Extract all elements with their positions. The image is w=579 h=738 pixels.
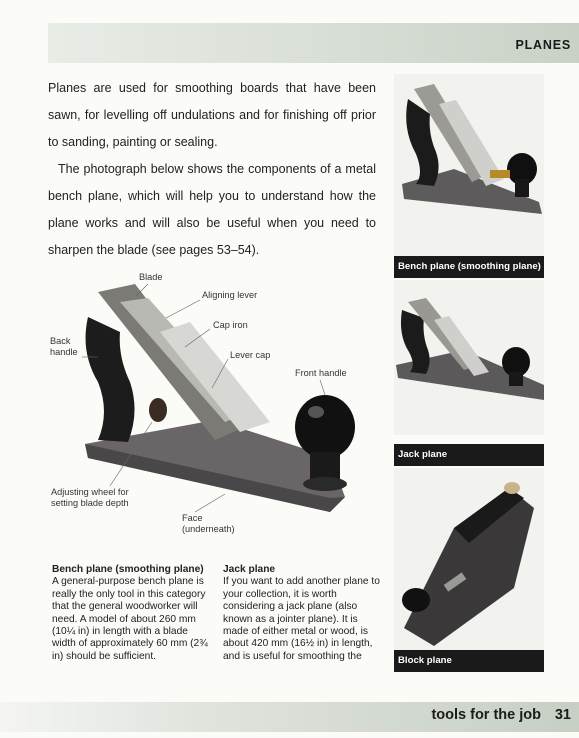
section-title: PLANES bbox=[515, 38, 571, 52]
intro-paragraph-2: The photograph below shows the components of a metal bench plane, which will help you to understand how the plane works and will also be useful when you need to sharpen the blade (see pages 53–54). bbox=[48, 162, 376, 257]
label-blade: Blade bbox=[139, 272, 163, 282]
jack-plane-heading: Jack plane bbox=[223, 564, 276, 575]
jack-plane-body: If you want to add another plane to your collection, it is worth considering a jack plane (also known as a jointer plane). It is made of either metal or wood, is about 420 mm (16½ in) in length, and is useful for smoothing the bbox=[223, 576, 380, 662]
bench-plane-body: A general-purpose bench plane is really the only tool in this category that the general woodworker will need. A model of about 260 mm (10¼ in) in length with a blade width of approximately 60 mm (2¾ in) should be sufficient. bbox=[52, 576, 208, 662]
footer-band bbox=[0, 702, 579, 732]
label-lever-cap: Lever cap bbox=[230, 350, 271, 360]
block-plane-caption: Block plane bbox=[394, 650, 544, 672]
label-front-handle: Front handle bbox=[295, 368, 347, 378]
bench-plane-caption: Bench plane (smoothing plane) bbox=[394, 256, 544, 278]
header-band bbox=[48, 23, 579, 63]
bench-plane-photo bbox=[394, 74, 544, 256]
intro-text bbox=[48, 75, 376, 264]
label-adjusting-wheel: Adjusting wheel for setting blade depth bbox=[51, 487, 129, 508]
intro-paragraph-1: Planes are used for smoothing boards that have been sawn, for levelling off undulations and for finishing off prior to sanding, painting or sealing. bbox=[48, 81, 376, 149]
label-aligning-lever: Aligning lever bbox=[202, 290, 258, 300]
jack-plane-photo bbox=[394, 280, 544, 435]
jack-plane-description bbox=[223, 564, 383, 663]
label-back-handle: Back handle bbox=[50, 336, 78, 357]
label-cap-iron: Cap iron bbox=[213, 320, 248, 330]
jack-plane-caption: Jack plane bbox=[394, 444, 544, 466]
bench-plane-description bbox=[52, 564, 212, 663]
label-face: Face (underneath) bbox=[182, 513, 235, 534]
plane-diagram bbox=[40, 262, 380, 537]
footer-label: tools for the job bbox=[431, 707, 541, 723]
block-plane-photo bbox=[394, 468, 544, 650]
bench-plane-heading: Bench plane (smoothing plane) bbox=[52, 564, 204, 575]
page-number: 31 bbox=[554, 707, 571, 723]
